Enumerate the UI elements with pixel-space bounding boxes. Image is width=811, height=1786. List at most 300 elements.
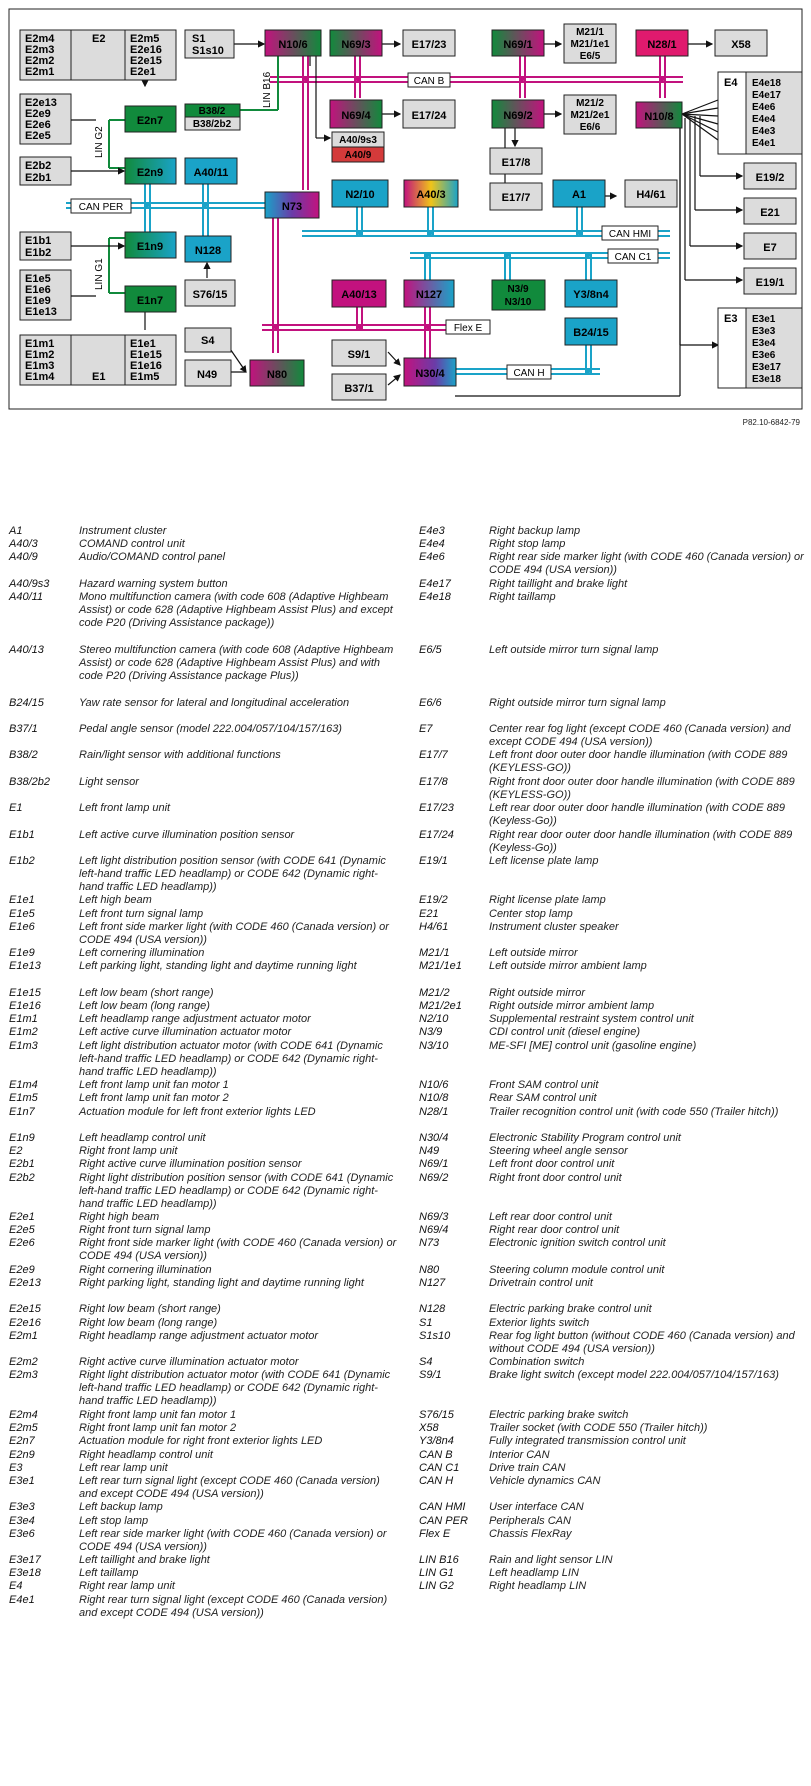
legend-row — [9, 1264, 409, 1277]
legend-code: E2m1 — [9, 1329, 38, 1342]
legend-description: User interface CAN — [489, 1501, 584, 1514]
s9-1-label: S9/1 — [347, 349, 371, 361]
e4e4-label: E4e4 — [752, 114, 776, 125]
legend-row — [9, 1356, 409, 1369]
network-diagram — [0, 0, 811, 420]
e1n7-label: E1n7 — [136, 295, 164, 307]
legend-code: E3e17 — [9, 1554, 41, 1567]
legend-description: Right low beam (short range) — [79, 1303, 221, 1316]
n30-4-label: N30/4 — [415, 368, 445, 380]
legend-row — [419, 1013, 811, 1026]
n69-2-label: N69/2 — [503, 110, 533, 122]
e6-5-label: E6/5 — [579, 51, 601, 62]
legend-description: ME-SFI [ME] control unit (gasoline engine) — [489, 1039, 697, 1052]
legend-code: E17/23 — [419, 802, 454, 815]
legend-code: E3 — [9, 1461, 23, 1474]
legend-row — [419, 1224, 811, 1237]
legend-row — [9, 1211, 409, 1224]
e17-7-label: E17/7 — [501, 192, 531, 204]
legend-code: B38/2b2 — [9, 775, 50, 788]
legend-description: Steering column module control unit — [489, 1263, 665, 1276]
e2e5-label: E2e5 — [25, 130, 51, 142]
legend-description: Instrument cluster speaker — [489, 920, 619, 933]
legend-description: Front SAM control unit — [489, 1079, 599, 1092]
legend-row — [9, 1462, 409, 1475]
lin-b16-label: LIN B16 — [262, 71, 273, 108]
legend-description: Electronic ignition switch control unit — [489, 1237, 666, 1250]
legend-description: Trailer recognition control unit (with code 550 (Trailer hitch)) — [489, 1105, 779, 1118]
legend-code: E2n7 — [9, 1435, 35, 1448]
legend-description: Right outside mirror turn signal lamp — [489, 696, 666, 709]
legend-description: Actuation module for right front exterior lights LED — [79, 1435, 323, 1448]
legend-code: M21/1 — [419, 947, 450, 960]
legend-code: E2e15 — [9, 1303, 41, 1316]
legend-code: N49 — [419, 1145, 440, 1158]
b37-1-label: B37/1 — [344, 383, 374, 395]
legend-row — [9, 1026, 409, 1039]
legend-code: B37/1 — [9, 722, 38, 735]
legend-row — [419, 644, 811, 697]
legend-description: Left front lamp unit fan motor 2 — [79, 1092, 229, 1105]
legend-code: N69/1 — [419, 1158, 449, 1171]
legend-description: Right front lamp unit fan motor 2 — [79, 1422, 237, 1435]
e4e1-label: E4e1 — [752, 138, 776, 149]
e17-8-label: E17/8 — [501, 157, 531, 169]
legend-row — [9, 1567, 409, 1580]
n69-4-label: N69/4 — [341, 110, 371, 122]
legend-row — [419, 1475, 811, 1501]
legend-row — [9, 1000, 409, 1013]
legend-code: E19/1 — [419, 854, 448, 867]
legend-code: E1m3 — [9, 1039, 38, 1052]
legend-description: Right taillamp — [489, 590, 556, 603]
n49-label: N49 — [197, 369, 218, 381]
legend-row — [9, 1330, 409, 1356]
legend-row — [419, 1172, 811, 1212]
legend-code: A40/3 — [9, 538, 38, 551]
e4-label: E4 — [724, 77, 738, 89]
legend-code: CAN H — [419, 1474, 454, 1487]
legend-row — [9, 960, 409, 986]
legend-row — [9, 802, 409, 828]
legend-description: Mono multifunction camera (with code 608 (Adaptive Highbeam Assist) or code 628 (Adaptive Highbeam Assist Plus) and except code P20 (Driving Assistance package)) — [79, 590, 393, 629]
m21-2-label: M21/2 — [576, 98, 604, 109]
legend-row — [419, 908, 811, 921]
e1e16-label: E1e16 — [130, 360, 162, 372]
e17-24-label: E17/24 — [411, 110, 447, 122]
legend-description: Right stop lamp — [489, 538, 566, 551]
legend-code: E21 — [419, 907, 439, 920]
legend-code: A40/9s3 — [9, 577, 50, 590]
legend-code: N10/8 — [419, 1092, 449, 1105]
legend-code: B38/2 — [9, 749, 38, 762]
legend-code: M21/2e1 — [419, 1000, 462, 1013]
e2n9-label: E2n9 — [136, 167, 164, 179]
legend-row — [9, 1580, 409, 1593]
legend-code: E2e1 — [9, 1211, 35, 1224]
legend-code: E1m1 — [9, 1013, 38, 1026]
legend-code: E1e5 — [9, 907, 35, 920]
legend-row — [9, 776, 409, 802]
e2e9-label: E2e9 — [25, 108, 51, 120]
legend-code: CAN PER — [419, 1514, 468, 1527]
legend-description: Combination switch — [489, 1356, 585, 1369]
legend-description: Left cornering illumination — [79, 947, 205, 960]
can-h-label: CAN H — [513, 368, 545, 379]
legend-row — [419, 1409, 811, 1422]
legend-row — [419, 829, 811, 855]
legend-description: Left license plate lamp — [489, 854, 599, 867]
m21-1e1-label: M21/1e1 — [570, 39, 610, 50]
legend-code: E1m2 — [9, 1026, 38, 1039]
legend-description: Left front turn signal lamp — [79, 907, 204, 920]
e1m5-label: E1m5 — [130, 371, 160, 383]
legend-description: Center stop lamp — [489, 907, 573, 920]
legend-description: Left front side marker light (with CODE 460 (Canada version) or CODE 494 (USA version)) — [79, 920, 389, 946]
legend-row — [419, 1501, 811, 1514]
legend-row — [419, 1040, 811, 1080]
legend-row — [419, 960, 811, 986]
legend-code: N69/4 — [419, 1224, 449, 1237]
legend-description: Left rear door outer door handle illumination (with CODE 889 (Keyless-Go)) — [489, 802, 785, 828]
legend-row — [419, 1515, 811, 1528]
legend-code: Flex E — [419, 1527, 451, 1540]
legend-row — [9, 551, 409, 577]
legend-description: Exterior lights switch — [489, 1316, 590, 1329]
a40-9-label: A40/9 — [344, 150, 372, 161]
a40-13-label: A40/13 — [341, 289, 377, 301]
e3-lamp-unit — [718, 308, 802, 388]
legend-row — [419, 525, 811, 538]
legend-description: Right backup lamp — [489, 525, 581, 537]
b38-2-label: B38/2 — [198, 106, 226, 117]
e1m2-label: E1m2 — [25, 349, 55, 361]
legend-description: Left parking light, standing light and daytime running light — [79, 960, 357, 973]
legend-row — [9, 921, 409, 947]
legend-row — [419, 1132, 811, 1145]
legend-row — [9, 1515, 409, 1528]
legend-code: N80 — [419, 1263, 440, 1276]
legend-description: Hazard warning system button — [79, 577, 228, 590]
legend-row — [419, 1145, 811, 1158]
legend-code: N3/9 — [419, 1026, 443, 1039]
e1-label: E1 — [92, 371, 106, 383]
legend-description: Left outside mirror — [489, 947, 578, 960]
legend-description: Left low beam (short range) — [79, 986, 214, 999]
legend-description: Left outside mirror ambient lamp — [489, 960, 647, 973]
can-c1-label: CAN C1 — [614, 252, 652, 263]
legend-row — [419, 551, 811, 577]
legend-description: Electric parking brake switch — [489, 1408, 629, 1421]
legend-code: E2e13 — [9, 1277, 41, 1290]
n28-1-label: N28/1 — [647, 39, 677, 51]
can-hmi-label: CAN HMI — [608, 229, 652, 240]
legend-code: S76/15 — [419, 1408, 454, 1421]
legend-row — [419, 1580, 811, 1593]
e2e13-label: E2e13 — [25, 97, 57, 109]
legend-description: Left headlamp control unit — [79, 1131, 206, 1144]
legend-row — [9, 1277, 409, 1303]
e1e6-label: E1e6 — [25, 284, 51, 296]
legend-row — [9, 1303, 409, 1316]
legend-description: Left front door control unit — [489, 1158, 615, 1171]
legend-description: Left headlamp LIN — [489, 1567, 579, 1580]
legend-code: E1n7 — [9, 1105, 35, 1118]
e19-1-label: E19/1 — [755, 277, 785, 289]
b38-2b2-label: B38/2b2 — [192, 119, 232, 130]
legend-code: E3e1 — [9, 1474, 35, 1487]
legend-row — [9, 1106, 409, 1132]
legend-description: Right parking light, standing light and daytime running light — [79, 1277, 364, 1290]
legend-row — [419, 1079, 811, 1092]
lin-g2-label: LIN G2 — [94, 126, 105, 158]
legend-code: E1m4 — [9, 1079, 38, 1092]
a40-3-label: A40/3 — [416, 189, 446, 201]
legend-code: E1e15 — [9, 986, 41, 999]
legend-description: Left outside mirror turn signal lamp — [489, 643, 659, 656]
e2e6-label: E2e6 — [25, 119, 51, 131]
legend-row — [419, 1211, 811, 1224]
n69-3-label: N69/3 — [341, 39, 371, 51]
n10-8-label: N10/8 — [644, 111, 674, 123]
e7-label: E7 — [763, 242, 777, 254]
legend-description: Right license plate lamp — [489, 894, 606, 907]
legend-row — [419, 1158, 811, 1171]
legend-code: LIN B16 — [419, 1554, 459, 1567]
legend-code: E17/8 — [419, 775, 448, 788]
legend-description: Trailer socket (with CODE 550 (Trailer hitch)) — [489, 1422, 708, 1435]
legend-row — [9, 1435, 409, 1448]
legend-description: Right headlamp LIN — [489, 1580, 587, 1593]
legend-code: N127 — [419, 1277, 446, 1290]
legend-code: M21/1e1 — [419, 960, 462, 973]
legend-code: N10/6 — [419, 1079, 449, 1092]
legend-code: E4 — [9, 1580, 23, 1593]
legend-row — [419, 723, 811, 749]
can-b-label: CAN B — [413, 76, 445, 87]
legend-row — [9, 1224, 409, 1237]
legend-code: CAN B — [419, 1448, 453, 1461]
legend-description: Right front turn signal lamp — [79, 1224, 211, 1237]
legend-description: Right front lamp unit — [79, 1145, 178, 1158]
legend-description: Left low beam (long range) — [79, 1000, 210, 1013]
n127-label: N127 — [415, 289, 443, 301]
legend-code: S1 — [419, 1316, 433, 1329]
e1e1-label: E1e1 — [130, 338, 156, 350]
a40-11-label: A40/11 — [193, 167, 229, 179]
legend-code: E4e3 — [419, 525, 445, 537]
legend-code: E2e5 — [9, 1224, 35, 1237]
e2m1-label: E2m1 — [25, 66, 55, 78]
e6-6-label: E6/6 — [579, 122, 601, 133]
e1b1-label: E1b1 — [25, 235, 52, 247]
n10-6-label: N10/6 — [278, 39, 308, 51]
legend-description: Left rear door control unit — [489, 1211, 612, 1224]
legend-code: E2b1 — [9, 1158, 35, 1171]
legend-description: Left front door outer door handle illumination (with CODE 889 (KEYLESS-GO)) — [489, 749, 788, 775]
legend-row — [9, 1172, 409, 1212]
legend-code: B24/15 — [9, 696, 44, 709]
legend-description: Right front lamp unit fan motor 1 — [79, 1408, 237, 1421]
e2e16-label: E2e16 — [130, 44, 162, 56]
legend-code: A40/9 — [9, 551, 38, 564]
legend-code: E2 — [9, 1145, 23, 1158]
legend-description: Left light distribution actuator motor (with CODE 641 (Dynamic left-hand traffic LED headlamp) or CODE 642 (Dynamic right-hand traffic LED headlamp)) — [79, 1039, 383, 1078]
legend-description: Vehicle dynamics CAN — [489, 1474, 601, 1487]
legend-row — [9, 697, 409, 723]
n3-9-label: N3/9 — [507, 284, 529, 295]
a1-label: A1 — [571, 189, 587, 201]
legend-row — [9, 855, 409, 895]
e2-label: E2 — [92, 33, 106, 45]
legend-description: COMAND control unit — [79, 538, 185, 551]
legend-code: E3e6 — [9, 1527, 35, 1540]
legend-code: H4/61 — [419, 920, 449, 933]
legend-code: N69/3 — [419, 1211, 449, 1224]
legend-description: Left front lamp unit — [79, 802, 171, 815]
legend-row — [419, 591, 811, 644]
e1m3-label: E1m3 — [25, 360, 55, 372]
legend-row — [9, 1079, 409, 1092]
e2m5-label: E2m5 — [130, 33, 160, 45]
legend-description: Drive train CAN — [489, 1461, 566, 1474]
legend-description: Right light distribution actuator motor (with CODE 641 (Dynamic left-hand traffic LED headlamp) or CODE 642 (Dynamic right-hand traffic LED headlamp)) — [79, 1369, 391, 1408]
legend-description: Right rear turn signal light (except CODE 460 (Canada version) and except CODE 494 (USA version)) — [79, 1593, 388, 1619]
legend-description: Right high beam — [79, 1211, 160, 1224]
legend-row — [9, 1092, 409, 1105]
legend-row — [419, 802, 811, 828]
e3-label: E3 — [724, 313, 738, 325]
legend-row — [419, 1303, 811, 1316]
legend-right-column — [419, 525, 811, 1594]
legend-code: E2m4 — [9, 1408, 38, 1421]
legend-description: Electric parking brake control unit — [489, 1303, 652, 1316]
legend-row — [419, 1422, 811, 1435]
legend-row — [419, 1554, 811, 1567]
legend-code: E17/7 — [419, 749, 448, 762]
legend-description: Center rear fog light (except CODE 460 (Canada version) and except CODE 494 (USA version)) — [489, 722, 791, 748]
e3e1-label: E3e1 — [752, 314, 776, 325]
legend-row — [419, 1106, 811, 1132]
legend-code: S4 — [419, 1356, 433, 1369]
legend-description: Left light distribution position sensor (with CODE 641 (Dynamic left-hand traffic LED headlamp) or CODE 642 (Dynamic right-hand traffic LED headlamp)) — [79, 854, 386, 893]
legend-description: Rain/light sensor with additional functions — [79, 749, 281, 762]
lin-g1-label: LIN G1 — [94, 258, 105, 290]
legend-row — [9, 947, 409, 960]
legend-description: Right light distribution position sensor (with CODE 641 (Dynamic left-hand traffic LED headlamp) or CODE 642 (Dynamic right-hand traffic LED headlamp)) — [79, 1171, 394, 1210]
legend-code: E2m3 — [9, 1369, 38, 1382]
legend-row — [9, 525, 409, 538]
legend-description: Left rear lamp unit — [79, 1461, 168, 1474]
legend-description: Right headlamp control unit — [79, 1448, 213, 1461]
legend-description: CDI control unit (diesel engine) — [489, 1026, 641, 1039]
legend-code: M21/2 — [419, 986, 450, 999]
legend-description: Left stop lamp — [79, 1514, 149, 1527]
legend-row — [419, 1317, 811, 1330]
legend-row — [419, 578, 811, 591]
legend-row — [419, 987, 811, 1000]
s1-label: S1 — [192, 33, 206, 45]
legend-description: Yaw rate sensor for lateral and longitudinal acceleration — [79, 696, 350, 709]
legend-row — [419, 1000, 811, 1013]
legend-description: Left active curve illumination actuator motor — [79, 1026, 292, 1039]
n128-label: N128 — [194, 245, 222, 257]
can-per-label: CAN PER — [78, 202, 124, 213]
legend-row — [9, 723, 409, 749]
legend-description: Right front side marker light (with CODE 460 (Canada version) or CODE 494 (USA version)) — [79, 1237, 397, 1263]
legend-row — [9, 1475, 409, 1501]
legend-code: E1n9 — [9, 1131, 35, 1144]
legend-description: Right front door control unit — [489, 1171, 622, 1184]
legend-row — [9, 1528, 409, 1554]
legend-code: E6/6 — [419, 696, 442, 709]
legend-code: E6/5 — [419, 643, 442, 656]
legend-description: Right headlamp range adjustment actuator motor — [79, 1329, 319, 1342]
e1e13-label: E1e13 — [25, 306, 57, 318]
e3e4-label: E3e4 — [752, 338, 776, 349]
legend-description: Audio/COMAND control panel — [79, 551, 226, 564]
n69-1-label: N69/1 — [503, 39, 533, 51]
legend-description: Right low beam (long range) — [79, 1316, 218, 1329]
legend-code: E3e4 — [9, 1514, 35, 1527]
legend-description: Right taillight and brake light — [489, 577, 628, 590]
legend-row — [9, 1145, 409, 1158]
legend-row — [419, 947, 811, 960]
legend-row — [419, 1449, 811, 1462]
s1s10-label: S1s10 — [192, 45, 224, 57]
legend-code: E1b1 — [9, 828, 35, 841]
legend-code: CAN HMI — [419, 1501, 466, 1514]
e1b2-label: E1b2 — [25, 247, 52, 259]
legend-description: Rear SAM control unit — [489, 1092, 597, 1105]
legend-code: N28/1 — [419, 1105, 449, 1118]
legend-row — [9, 1013, 409, 1026]
legend-description: Peripherals CAN — [489, 1514, 571, 1527]
legend-description: Left taillight and brake light — [79, 1554, 210, 1567]
legend-description: Brake light switch (except model 222.004/057/104/157/163) — [489, 1369, 779, 1382]
legend-code: E2e9 — [9, 1263, 35, 1276]
legend-row — [9, 829, 409, 855]
legend-description: Left active curve illumination position sensor — [79, 828, 295, 841]
legend-row — [419, 1528, 811, 1554]
legend-code: S1s10 — [419, 1329, 451, 1342]
legend-code: E2e16 — [9, 1316, 41, 1329]
legend-row — [419, 1435, 811, 1448]
legend-code: N73 — [419, 1237, 440, 1250]
legend-row — [9, 987, 409, 1000]
legend-code: S9/1 — [419, 1369, 442, 1382]
b24-15-label: B24/15 — [573, 327, 609, 339]
legend-row — [419, 1264, 811, 1277]
legend-description: Electronic Stability Program control unit — [489, 1131, 681, 1144]
legend-description: Interior CAN — [489, 1448, 550, 1461]
legend-row — [9, 1501, 409, 1514]
legend-row — [419, 1567, 811, 1580]
legend-row — [419, 1330, 811, 1356]
legend-description: Light sensor — [79, 775, 139, 788]
legend-code: E2m5 — [9, 1422, 38, 1435]
legend-row — [419, 855, 811, 895]
a40-9s3-label: A40/9s3 — [339, 135, 377, 146]
legend-description: Steering wheel angle sensor — [489, 1145, 628, 1158]
legend-description: Left rear turn signal light (except CODE 460 (Canada version) and except CODE 494 (USA version)) — [79, 1474, 380, 1500]
figure-reference: P82.10-6842-79 — [742, 418, 800, 427]
legend-code: E2b2 — [9, 1171, 35, 1184]
legend-row — [9, 1317, 409, 1330]
e1n9-label: E1n9 — [136, 241, 164, 253]
legend-row — [419, 1092, 811, 1105]
m21-1-label: M21/1 — [576, 27, 604, 38]
